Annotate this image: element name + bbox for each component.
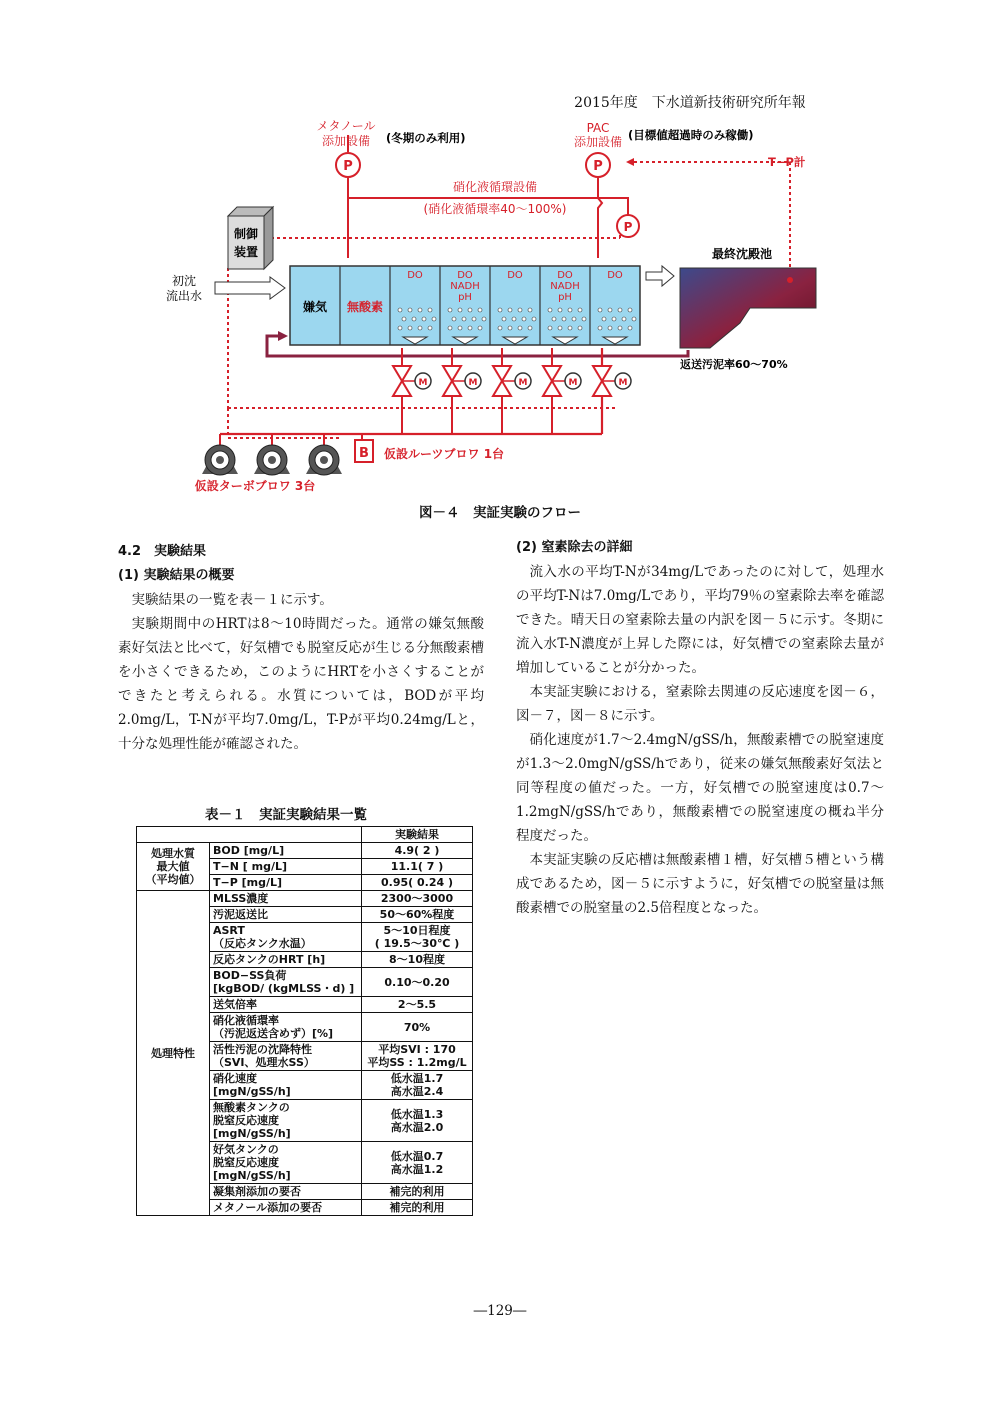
page-number: ―129― — [473, 1303, 527, 1319]
turbo-blower-icon — [254, 445, 290, 475]
svg-text:P: P — [593, 159, 603, 174]
flow-diagram — [140, 118, 840, 503]
air-valve-icon — [443, 348, 481, 434]
table-title: 表－１ 実証実験結果一覧 — [205, 807, 367, 823]
svg-text:制御: 制御 — [233, 227, 259, 241]
table-row — [137, 891, 473, 907]
svg-text:嫌気: 嫌気 — [302, 300, 328, 314]
table-item: メタノール添加の要否 — [210, 1200, 362, 1216]
subsection-heading: (2) 窒素除去の詳細 — [516, 540, 633, 555]
svg-text:M: M — [618, 378, 628, 388]
svg-text:PAC: PAC — [586, 121, 610, 135]
table-value: 70% — [362, 1013, 473, 1042]
tank-sensor-label: DO — [557, 270, 573, 281]
table-item: ASRT （反応タンク水温） — [210, 923, 362, 952]
tank-sensor-label: DO — [457, 270, 473, 281]
svg-text:P: P — [623, 220, 633, 234]
table-value: 補完的利用 — [362, 1184, 473, 1200]
table-value: 5～10日程度 ( 19.5～30℃ ) — [362, 923, 473, 952]
svg-text:M: M — [418, 378, 428, 388]
svg-text:M: M — [468, 378, 478, 388]
table-value: 4.9( 2 ) — [362, 843, 473, 859]
turbo-blower-icon — [202, 445, 238, 475]
svg-text:添加設備: 添加設備 — [573, 135, 623, 149]
table-value: 2300～3000 — [362, 891, 473, 907]
paragraph: 本実証実験の反応槽は無酸素槽１槽，好気槽５槽という構成であるため，図－５に示すように，好気槽での脱窒量は無酸素槽での脱窒量の2.5倍程度となった。 — [516, 852, 884, 916]
svg-text:(冬期のみ利用): (冬期のみ利用) — [386, 131, 466, 145]
svg-text:(目標値超過時のみ稼働): (目標値超過時のみ稼働) — [628, 128, 754, 142]
table-group-label: 処理特性 — [137, 891, 210, 1216]
table-item: T−P [mg/L] — [210, 875, 362, 891]
table-item: BOD−SS負荷 [kgBOD/ (kgMLSS・d) ] — [210, 968, 362, 997]
air-valve-icon — [393, 348, 431, 434]
tank-sensor-label: pH — [458, 292, 472, 303]
tank-sensor-label: NADH — [450, 281, 480, 292]
svg-text:(硝化液循環率40～100%): (硝化液循環率40～100%) — [423, 202, 567, 216]
svg-text:硝化液循環設備: 硝化液循環設備 — [452, 180, 538, 194]
tank-sensor-label: DO — [607, 270, 623, 281]
paragraph: 実験期間中のHRTは8～10時間だった。通常の嫌気無酸素好気法と比べて，好気槽でも脱窒反応が生じる分無酸素槽を小さくできるため，このようにHRTを小さくすることができたと考えられる。水質については，BODが平均2.0mg/L，T-Nが平均7.0mg/L，T-Pが平均0.24mg/Lと，十分な処理性能が確認された。 — [118, 616, 484, 752]
svg-text:M: M — [518, 378, 528, 388]
figure-caption: 図－４ 実証実験のフロー — [419, 505, 581, 521]
inflow-label: 初沈 — [171, 274, 197, 288]
table-item: BOD [mg/L] — [210, 843, 362, 859]
section-heading: 4.2 実験結果 — [118, 544, 207, 559]
table-item: 活性汚泥の沈降特性 （SVI、処理水SS） — [210, 1042, 362, 1071]
table-item: 好気タンクの 脱窒反応速度 [mgN/gSS/h] — [210, 1142, 362, 1184]
table-value: 11.1( 7 ) — [362, 859, 473, 875]
svg-text:P: P — [343, 159, 353, 174]
tank-sensor-label: DO — [407, 270, 423, 281]
tank-sensor-label: NADH — [550, 281, 580, 292]
table-value: 0.95( 0.24 ) — [362, 875, 473, 891]
table-value: 補完的利用 — [362, 1200, 473, 1216]
paragraph: 本実証実験における，窒素除去関連の反応速度を図－６，図－７，図－８に示す。 — [516, 684, 884, 724]
paragraph: 流入水の平均T-Nが34mg/Lであったのに対して，処理水の平均T-Nは7.0mg/Lであり，平均79％の窒素除去率を確認できた。晴天日の窒素除去量の内訳を図－５に示す。冬期に流入水T-N濃度が上昇した際には，好気槽での窒素除去量が増加していることが分かった。 — [516, 564, 884, 676]
table-item: 汚泥返送比 — [210, 907, 362, 923]
air-valve-icon — [493, 348, 531, 434]
final-tank-label: 最終沈殿池 — [712, 247, 773, 261]
results-table — [136, 826, 473, 1216]
table-item: MLSS濃度 — [210, 891, 362, 907]
tank-sensor-label: DO — [507, 270, 523, 281]
roots-blower-label: 仮設ルーツブロワ 1台 — [384, 447, 505, 461]
table-value: 低水温1.7 高水温2.4 — [362, 1071, 473, 1100]
svg-text:流出水: 流出水 — [165, 289, 203, 303]
left-column — [118, 540, 484, 756]
svg-text:T−P計: T−P計 — [768, 155, 806, 169]
table-value: 低水温0.7 高水温1.2 — [362, 1142, 473, 1184]
paragraph: 硝化速度が1.7～2.4mgN/gSS/h，無酸素槽での脱窒速度が1.3～2.0mgN/gSS/hであり，従来の嫌気無酸素好気法と同等程度の値だった。一方，好気槽での脱窒速度は0.7～1.2mgN/gSS/hであり，無酸素槽での脱窒速度の概ね半分程度だった。 — [516, 732, 884, 844]
table-value: 平均SVI : 170 平均SS : 1.2mg/L — [362, 1042, 473, 1071]
svg-text:M: M — [568, 378, 578, 388]
table-item: 無酸素タンクの 脱窒反応速度 [mgN/gSS/h] — [210, 1100, 362, 1142]
table-item: 送気倍率 — [210, 997, 362, 1013]
table-value: 50～60%程度 — [362, 907, 473, 923]
svg-text:B: B — [359, 446, 369, 461]
right-column — [516, 536, 884, 920]
table-item: 反応タンクのHRT [h] — [210, 952, 362, 968]
control-unit-box — [228, 207, 273, 269]
table-item: 硝化速度 [mgN/gSS/h] — [210, 1071, 362, 1100]
tank-sensor-label: pH — [558, 292, 572, 303]
table-value: 8～10程度 — [362, 952, 473, 968]
table-header: 実験結果 — [362, 827, 473, 843]
table-group-label: 処理水質 最大値 （平均値） — [137, 843, 210, 891]
turbo-blower-icon — [306, 445, 342, 475]
running-header: 2015年度 下水道新技術研究所年報 — [574, 95, 806, 111]
table-item: T−N [ mg/L] — [210, 859, 362, 875]
table-value: 2～5.5 — [362, 997, 473, 1013]
air-valve-icon — [593, 348, 631, 434]
paragraph: 実験結果の一覧を表－１に示す。 — [131, 592, 333, 608]
table-row — [137, 843, 473, 859]
svg-text:装置: 装置 — [233, 245, 259, 259]
table-item: 硝化液循環率 （汚泥返送含めず）[%] — [210, 1013, 362, 1042]
return-sludge-label: 返送汚泥率60～70% — [680, 358, 788, 371]
turbo-blower-label: 仮設ターボブロワ 3台 — [194, 479, 316, 493]
air-valve-icon — [543, 348, 581, 434]
svg-text:メタノール: メタノール — [316, 119, 376, 133]
table-item: 凝集剤添加の要否 — [210, 1184, 362, 1200]
final-settling-tank — [680, 268, 816, 348]
table-value: 0.10～0.20 — [362, 968, 473, 997]
table-value: 低水温1.3 高水温2.0 — [362, 1100, 473, 1142]
svg-text:添加設備: 添加設備 — [321, 134, 371, 148]
svg-text:無酸素: 無酸素 — [346, 300, 384, 314]
subsection-heading: (1) 実験結果の概要 — [118, 568, 235, 583]
